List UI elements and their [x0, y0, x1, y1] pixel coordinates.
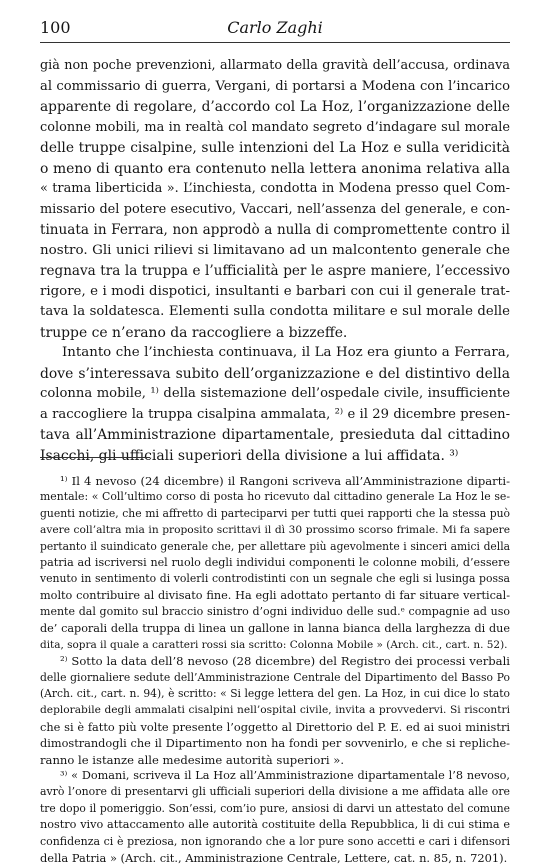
text-line: tava la soldatesca. Elementi sulla condotta militare e sul morale delle: [40, 304, 510, 319]
text-line: o meno di quanto era contenuto nella lettera anonima relativa alla: [40, 160, 510, 177]
text-line: tava all’Amministrazione dipartamentale, presieduta dal cittadino: [40, 427, 510, 443]
footnote-line: avrò l’onore di presentarvi gli ufficiali superiori della divisione a me affidata alle ore: [40, 785, 510, 799]
footnote-line: deplorabile degli ammalati cisalpini nell’ospital civile, invita a provvedervi. Si riscontri: [40, 703, 510, 717]
text-line: missario del potere esecutivo, Vaccari, nell’assenza del generale, e con-: [40, 201, 510, 217]
footnote-line: mentale: « Coll’ultimo corso di posta ho ricevuto dal cittadino generale La Hoz le se-: [40, 490, 510, 504]
footnote-line: dimostrandogli che il Dipartimento non ha fondi per sovvenirlo, e che si repliche-: [40, 736, 510, 751]
running-head: Carlo Zaghi: [227, 18, 323, 37]
text-line: nostro. Gli unici rilievi si limitavano ad un malcontento generale che: [40, 242, 510, 258]
body-text: [40, 56, 510, 466]
footnote-line: (Arch. cit., cart. n. 94), è scritto: « Si legge lettera del gen. La Hoz, in cui dice lo stato: [40, 687, 510, 701]
text-line: Intanto che l’inchiesta continuava, il La Hoz era giunto a Ferrara,: [62, 345, 510, 360]
footnote-line: mente dal gomito sul braccio sinistro d’ogni individuo delle sud.ᵉ compagnie ad uso: [40, 605, 510, 619]
footnote-line: confidenza ci è preziosa, non ignorando che a lor pure sono accetti e cari i difensori: [40, 834, 510, 848]
footnote-line: delle giornaliere sedute dell’Amministrazione Centrale del Dipartimento del Basso Po: [40, 670, 510, 684]
footnote-line: ¹⁾ Il 4 nevoso (24 dicembre) il Rangoni scriveva all’Amministrazione diparti-: [60, 474, 510, 488]
text-line: colonne mobili, ma in realtà col mandato segreto d’indagare sul morale: [40, 119, 510, 135]
footnote-line: tre dopo il pomeriggio. Son’essi, com’io pure, ansiosi di darvi un attestato del comune: [40, 801, 510, 815]
text-line: Isacchi, gli ufficiali superiori della divisione a lui affidata. ³⁾: [40, 447, 459, 464]
text-line: rigore, e i modi dispotici, insultanti e barbari con cui il generale trat-: [40, 283, 510, 299]
footnotes: [40, 473, 510, 866]
text-line: truppe ce n’erano da raccogliere a bizzeffe.: [40, 324, 348, 341]
footnote-line: ranno le istanze alle medesime autorità superiori ».: [40, 752, 345, 767]
footnote-line: patria ad iscriversi nel ruolo degli individui componenti le colonne mobili, d’essere: [40, 555, 510, 569]
text-line: al commissario di guerra, Vergani, di portarsi a Modena con l’incarico: [40, 78, 510, 94]
footnote-line: venuto in sentimento di volerli controdistinti con un segnale che egli si lusinga possa: [40, 572, 510, 586]
footnote-line: ³⁾ « Domani, scriveva il La Hoz all’Amministrazione dipartamentale l’8 nevoso,: [60, 769, 510, 783]
footnote-line: de’ caporali della truppa di linea un gallone in lanna bianca della larghezza di due: [40, 621, 510, 635]
footnote-line: della Patria » (Arch. cit., Amministrazione Centrale, Lettere, cat. n. 85, n. 7201).: [40, 850, 508, 865]
text-line: apparente di regolare, d’accordo col La Hoz, l’organizzazione delle: [40, 99, 510, 115]
page-number: 100: [40, 18, 71, 37]
text-line: regnava tra la truppa e l’ufficialità per le aspre maniere, l’eccessivo: [40, 263, 510, 279]
text-line: colonna mobile, ¹⁾ della sistemazione dell’ospedale civile, insufficiente: [40, 386, 510, 401]
footnote-rule: [40, 457, 150, 458]
footnote-line: nostro vivo attaccamento alle autorità costituite della Repubblica, li di cui stima e: [40, 818, 510, 832]
text-line: « trama liberticida ». L’inchiesta, condotta in Modena presso quel Com-: [40, 181, 510, 196]
footnote-line: ²⁾ Sotto la data dell’8 nevoso (28 dicembre) del Registro dei processi verbali: [60, 654, 510, 669]
header-rule: [40, 42, 510, 43]
text-line: tinuata in Ferrara, non approdò a nulla di compromettente contro il: [40, 222, 510, 238]
text-line: delle truppe cisalpine, sulle intenzioni del La Hoz e sulla veridicità: [40, 140, 510, 156]
text-line: a raccogliere la truppa cisalpina ammalata, ²⁾ e il 29 dicembre presen-: [40, 406, 510, 422]
footnote-line: dita, sopra il quale a caratteri rossi sia scritto: Colonna Mobile » (Arch. cit., cart. n. 52).: [40, 638, 508, 651]
footnote-line: molto contribuire al divisato fine. Ha egli adottato pertanto di far situare vertical-: [40, 588, 510, 602]
footnote-line: avere coll’altra mia in proposito scrittavi il dì 30 prossimo scorso frimale. Mi fa sapere: [40, 523, 510, 537]
footnote-line: guenti notizie, che mi affretto di parteciparvi per tutti quei rapporti che la stessa può: [40, 506, 510, 520]
footnote-line: pertanto il suindicato generale che, per allettare più agevolmente i sinceri amici della: [40, 539, 510, 553]
text-line: dove s’interessava subito dell’organizzazione e del distintivo della: [40, 365, 510, 382]
page-header: [40, 14, 510, 36]
text-line: già non poche prevenzioni, allarmato della gravità dell’accusa, ordinava: [40, 58, 510, 73]
footnote-line: che si è fatto più volte presente l’oggetto al Direttorio del P. E. ed ai suoi ministri: [40, 719, 510, 734]
